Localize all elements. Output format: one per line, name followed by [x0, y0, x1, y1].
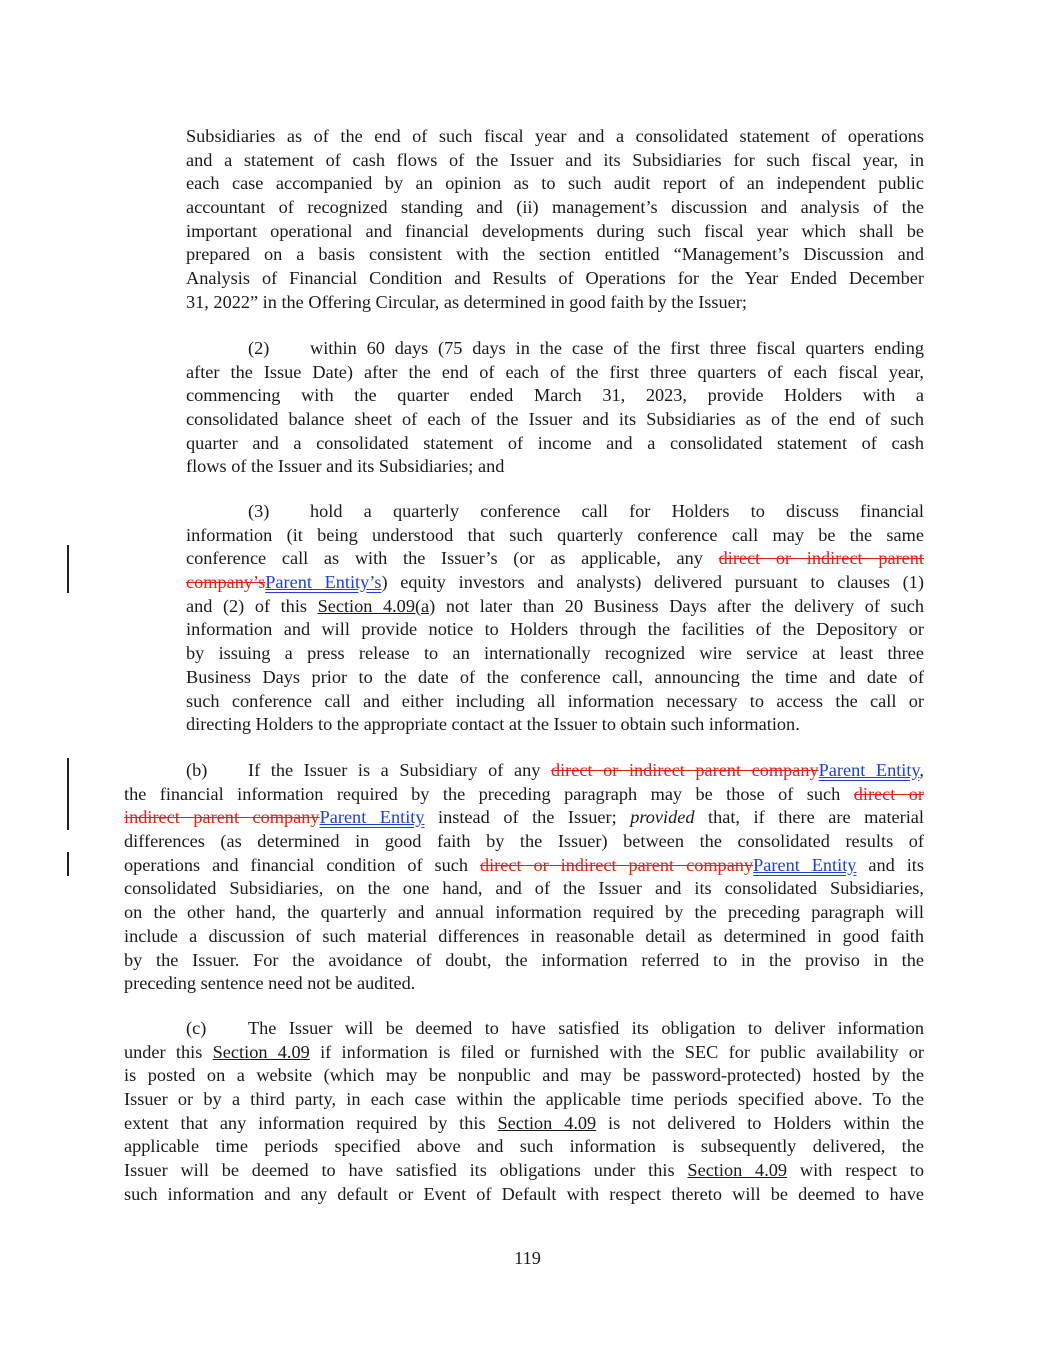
- clause-3: [186, 500, 924, 737]
- text-line: is posted on a website (which may be nonpublic and may be password-protected) hosted by the: [124, 1065, 924, 1086]
- text-line: 31, 2022” in the Offering Circular, as determined in good faith by the Issuer;: [186, 291, 747, 312]
- deleted-text: direct or indirect parent company: [550, 760, 819, 780]
- paragraph-1: [186, 125, 924, 315]
- clause-number: (c): [186, 1018, 207, 1038]
- text-line: [186, 500, 924, 524]
- section-reference: Section 4.09(a): [317, 595, 436, 616]
- change-bar: [67, 852, 69, 876]
- text-run: instead of the Issuer;: [424, 807, 631, 828]
- text-run: operations and financial condition of such: [124, 854, 480, 875]
- text-run: The Issuer will be deemed to have satisfied its obligation to deliver information: [248, 1018, 924, 1038]
- text-line: applicable time periods specified above and such information is subsequently delivered, the: [124, 1136, 924, 1157]
- inserted-text: Parent Entity: [753, 854, 857, 875]
- text-run: under this: [124, 1041, 213, 1062]
- clause-c: [124, 1017, 924, 1207]
- clause-text: hold a quarterly conference call for Holders to discuss financial: [310, 501, 924, 521]
- text-line: such conference call and either including all information necessary to access the call or: [186, 690, 924, 711]
- inserted-text: Parent Entity: [319, 807, 425, 828]
- clause-text: within 60 days (75 days in the case of the first three fiscal quarters ending: [310, 338, 924, 358]
- italic-text: provided: [630, 807, 695, 828]
- text-line: by the Issuer. For the avoidance of doubt, the information referred to in the proviso in the: [124, 949, 924, 970]
- text-line: by issuing a press release to an internationally recognized wire service at least three: [186, 643, 924, 664]
- deleted-text: direct or indirect parent company: [479, 854, 754, 875]
- text-run: conference call as with the Issuer’s (or as applicable, any: [186, 548, 719, 569]
- text-run: ) equity investors and analysts) delivered pursuant to clauses (1): [381, 572, 924, 593]
- text-line: [186, 571, 924, 595]
- section-reference: Section 4.09: [687, 1160, 788, 1181]
- text-run: and its: [856, 854, 924, 875]
- text-line: preceding sentence need not be audited.: [124, 973, 416, 994]
- clause-2: [186, 337, 924, 479]
- text-line: differences (as determined in good faith by the Issuer) between the consolidated results of: [124, 831, 924, 852]
- text-line: directing Holders to the appropriate contact at the Issuer to obtain such information.: [186, 714, 800, 735]
- inserted-text: Parent Entity’s: [265, 572, 382, 593]
- text-run: and (2) of this: [186, 595, 318, 616]
- text-line: consolidated Subsidiaries, on the one hand, and of the Issuer and its consolidated Subsidiaries,: [124, 878, 924, 899]
- text-line: Subsidiaries as of the end of such fiscal year and a consolidated statement of operations: [186, 126, 924, 146]
- deleted-text: direct or indirect parent: [718, 548, 924, 569]
- text-line: [124, 1041, 924, 1065]
- text-line: [186, 595, 924, 619]
- text-line: include a discussion of such material differences in reasonable detail as determined in good faith: [124, 925, 924, 946]
- change-bar: [67, 545, 69, 593]
- text-line: and a statement of cash flows of the Issuer and its Subsidiaries for such fiscal year, in: [186, 149, 924, 170]
- text-line: [124, 1159, 924, 1183]
- inserted-text: Parent Entity: [818, 760, 920, 780]
- clause-number: (3): [248, 501, 270, 521]
- clause-number: (2): [248, 338, 270, 358]
- deleted-text: indirect parent company: [124, 807, 320, 828]
- text-line: [124, 783, 924, 807]
- text-line: commencing with the quarter ended March 31, 2023, provide Holders with a: [186, 385, 924, 406]
- text-line: consolidated balance sheet of each of the Issuer and its Subsidiaries as of the end of such: [186, 409, 924, 430]
- text-line: Analysis of Financial Condition and Results of Operations for the Year Ended December: [186, 268, 924, 289]
- text-line: [186, 337, 924, 361]
- text-line: quarter and a consolidated statement of income and a consolidated statement of cash: [186, 432, 924, 453]
- clause-number: (b): [186, 760, 208, 780]
- text-run: extent that any information required by this: [124, 1112, 498, 1133]
- text-line: after the Issue Date) after the end of each of the first three quarters of each fiscal year,: [186, 361, 924, 382]
- text-line: [124, 806, 924, 830]
- text-line: [124, 1017, 924, 1041]
- text-run: the financial information required by the preceding paragraph may be those of such: [124, 783, 854, 804]
- text-line: Business Days prior to the date of the conference call, announcing the time and date of: [186, 666, 924, 687]
- text-line: [124, 854, 924, 878]
- text-run: If the Issuer is a Subsidiary of any: [248, 760, 551, 780]
- text-run: if information is filed or furnished with the SEC for public availability or: [309, 1041, 924, 1062]
- text-line: on the other hand, the quarterly and annual information required by the preceding paragraph will: [124, 902, 924, 923]
- text-line: such information and any default or Event of Default with respect thereto will be deemed to have: [124, 1183, 924, 1204]
- text-line: each case accompanied by an opinion as to such audit report of an independent public: [186, 173, 924, 194]
- page-number: 119: [514, 1248, 541, 1268]
- text-line: information and will provide notice to Holders through the facilities of the Depository or: [186, 619, 924, 640]
- deleted-text: company’s: [186, 572, 266, 593]
- text-line: flows of the Issuer and its Subsidiaries; and: [186, 456, 505, 477]
- text-line: [124, 759, 924, 783]
- text-run: that, if there are material: [694, 807, 924, 828]
- clause-b: [124, 759, 924, 996]
- text-line: [186, 547, 924, 571]
- text-line: prepared on a basis consistent with the section entitled “Management’s Discussion and: [186, 244, 924, 265]
- text-line: accountant of recognized standing and (ii) management’s discussion and analysis of the: [186, 197, 924, 218]
- text-line: important operational and financial developments during such fiscal year which shall be: [186, 220, 924, 241]
- section-reference: Section 4.09: [497, 1112, 597, 1133]
- section-reference: Section 4.09: [212, 1041, 310, 1062]
- text-run: with respect to: [787, 1160, 924, 1181]
- text-run: Issuer will be deemed to have satisfied its obligations under this: [124, 1160, 688, 1181]
- change-bar: [67, 758, 69, 830]
- text-run: not later than 20 Business Days after the delivery of such: [435, 595, 925, 616]
- text-line: information (it being understood that such quarterly conference call may be the same: [186, 524, 924, 545]
- deleted-text: direct or: [853, 783, 924, 804]
- text-run: is not delivered to Holders within the: [596, 1112, 924, 1133]
- text-line: Issuer or by a third party, in each case within the applicable time periods specified above. To the: [124, 1089, 924, 1110]
- text-line: [124, 1112, 924, 1136]
- text-run: ,: [919, 760, 924, 780]
